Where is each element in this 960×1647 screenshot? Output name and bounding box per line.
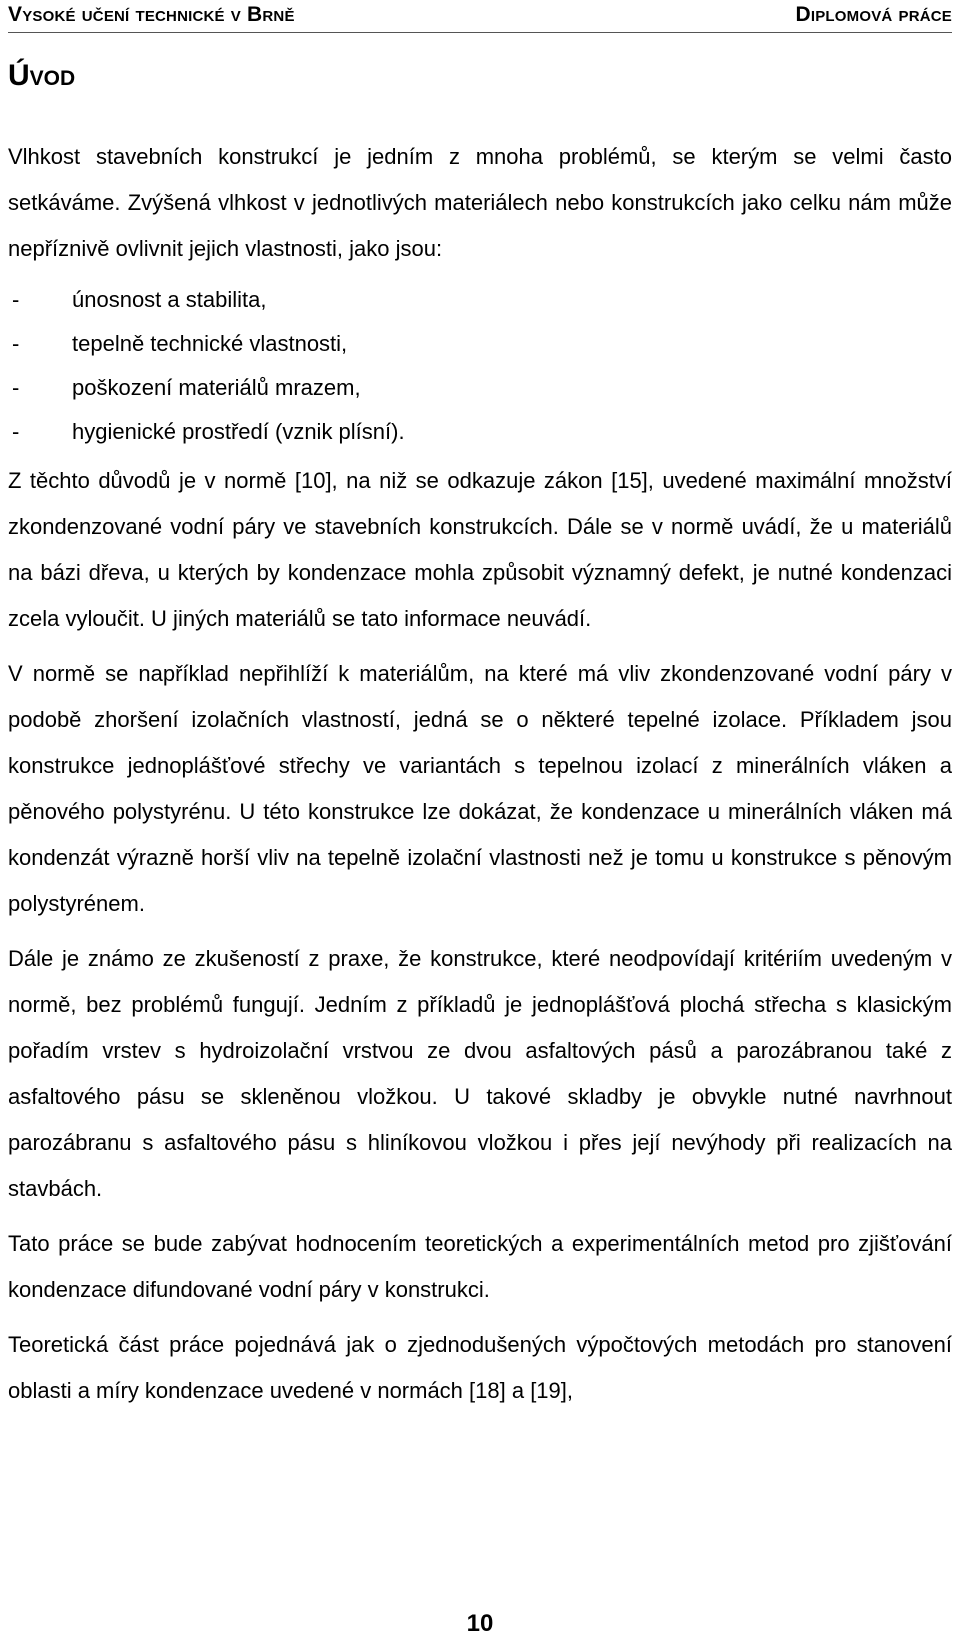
- intro-paragraph: Vlhkost stavebních konstrukcí je jedním z mnoha problémů, se kterým se velmi často setkáváme. Zvýšená vlhkost v jednotlivých materiálech nebo konstrukcích jako celku nám může nepříznivě ovlivnit jejich vlastnosti, jako jsou:: [8, 144, 952, 261]
- properties-list: [8, 278, 952, 454]
- paragraph: Dále je známo ze zkušeností z praxe, že konstrukce, které neodpovídají kritériím uvedeným v normě, bez problémů fungují. Jedním z příkladů je jednoplášťová plochá střecha s klasickým pořadím vrstev s hydroizolační vrstvou ze dvou asfaltových pásů a parozábranou také z asfaltového pásu se skleněnou vložkou. U takové skladby je obvykle nutné navrhnout parozábranu s asfaltového pásu s hliníkovou vložkou i přes její nevýhody při realizacích na stavbách.: [8, 946, 952, 1201]
- paragraph: Z těchto důvodů je v normě [10], na niž se odkazuje zákon [15], uvedené maximální množství zkondenzované vodní páry ve stavebních konstrukcích. Dále se v normě uvádí, že u materiálů na bázi dřeva, u kterých by kondenzace mohla způsobit významný defekt, je nutné kondenzaci zcela vyloučit. U jiných materiálů se tato informace neuvádí.: [8, 468, 952, 631]
- section-title: Úvod: [8, 59, 76, 92]
- list-item: - hygienické prostředí (vznik plísní).: [8, 410, 952, 454]
- header-document-type: Diplomová práce: [795, 3, 952, 26]
- page-header: [8, 2, 952, 33]
- paragraph: Tato práce se bude zabývat hodnocením teoretických a experimentálních metod pro zjišťování kondenzace difundované vodní páry v konstrukci.: [8, 1231, 952, 1302]
- page-number: 10: [466, 1610, 494, 1637]
- paragraph: V normě se například nepřihlíží k materiálům, na které má vliv zkondenzované vodní páry v podobě zhoršení izolačních vlastností, jedná se o některé tepelné izolace. Příkladem jsou konstrukce jednoplášťové střechy ve variantách s tepelnou izolací z minerálních vláken a pěnového polystyrénu. U této konstrukce lze dokázat, že kondenzace u minerálních vláken má kondenzát výrazně horší vliv na tepelně izolační vlastnosti než je tomu u konstrukce s pěnovým polystyrénem.: [8, 661, 952, 916]
- list-item: - únosnost a stabilita,: [8, 278, 952, 322]
- header-university: Vysoké učení technické v Brně: [8, 3, 295, 26]
- body-text: [8, 134, 952, 1414]
- document-page: [8, 0, 952, 1647]
- list-item: - poškození materiálů mrazem,: [8, 366, 952, 410]
- paragraph: Teoretická část práce pojednává jak o zjednodušených výpočtových metodách pro stanovení oblasti a míry kondenzace uvedené v normách [18] a [19],: [8, 1332, 952, 1403]
- list-item: - tepelně technické vlastnosti,: [8, 322, 952, 366]
